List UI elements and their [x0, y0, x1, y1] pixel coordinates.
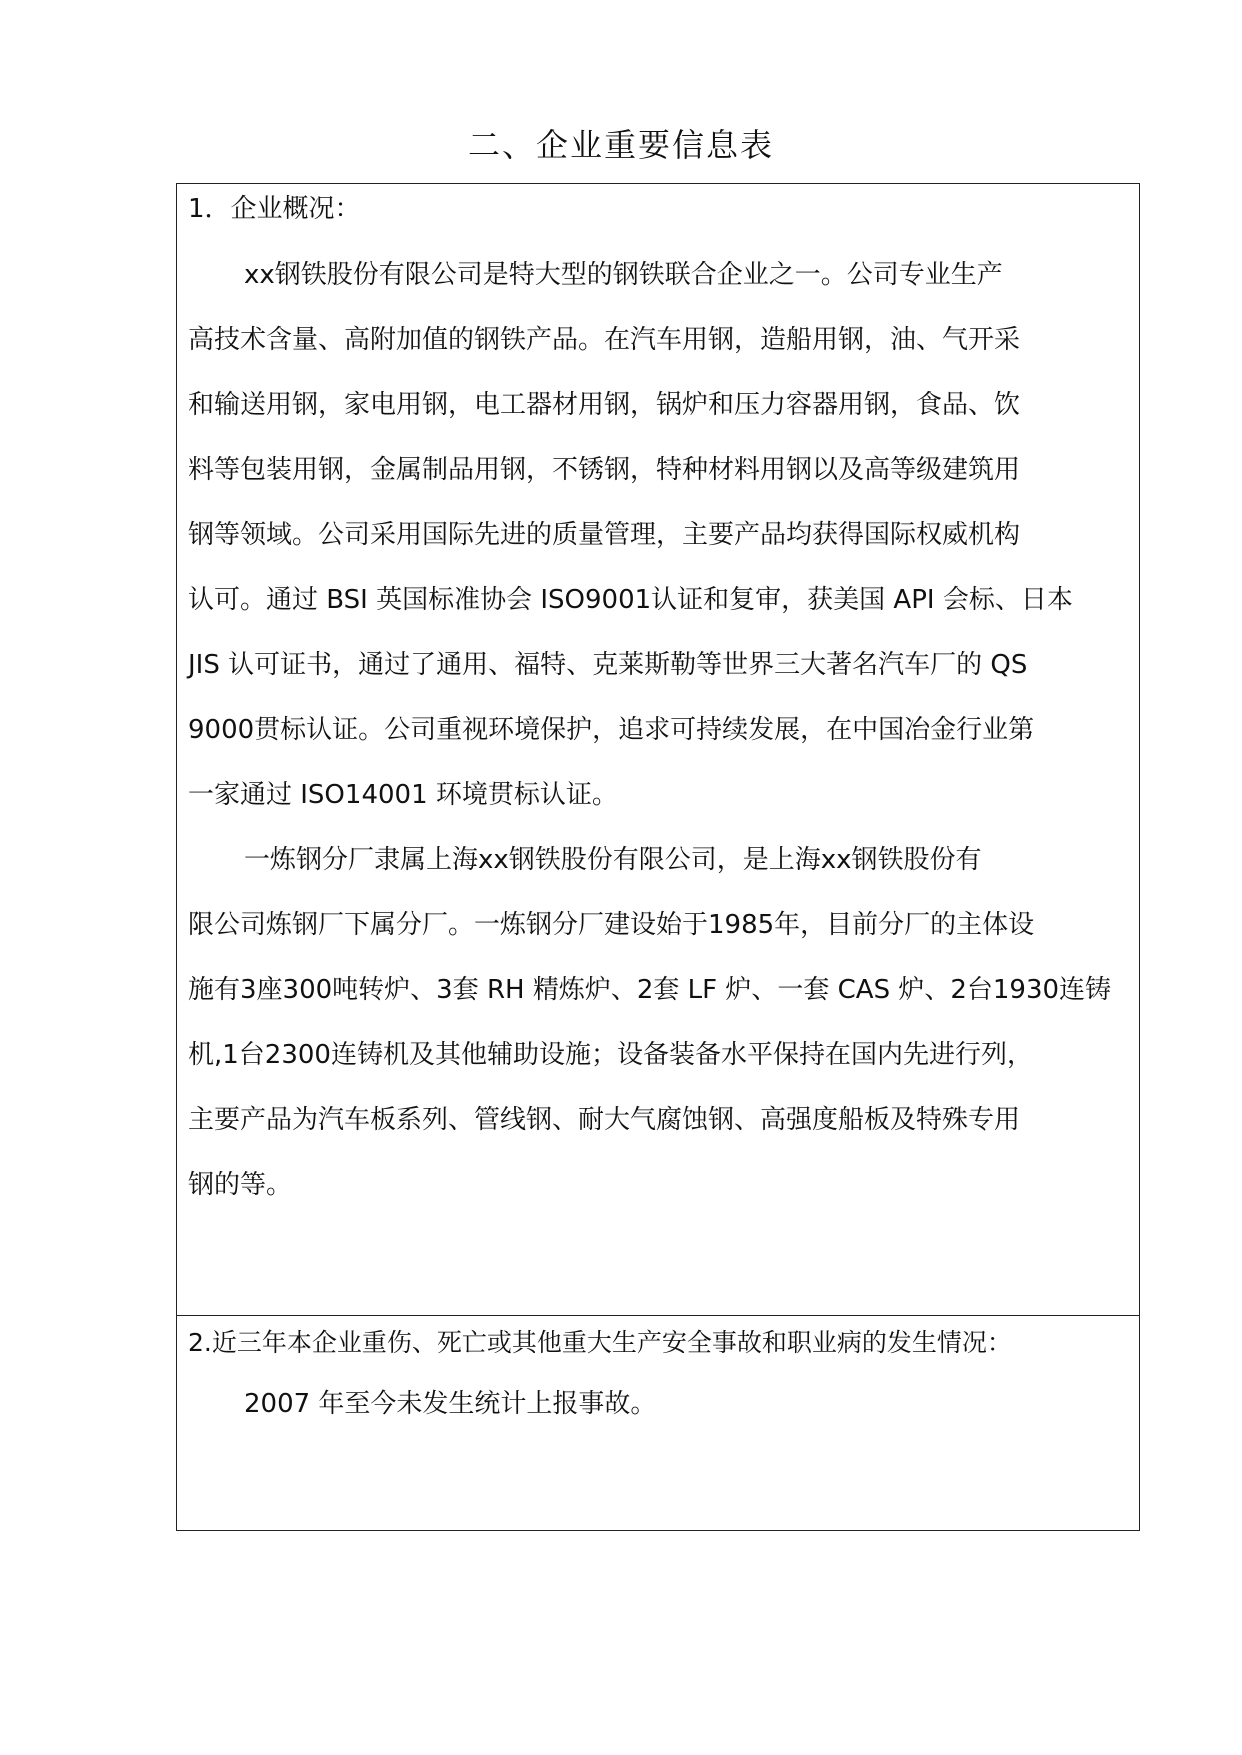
paragraph-line: 认可。通过 BSI 英国标准协会 ISO9001认证和复审，获美国 API 会标、日本 — [188, 585, 1073, 615]
paragraph-line: 一家通过 ISO14001 环境贯标认证。 — [188, 780, 618, 810]
paragraph-line: 高技术含量、高附加值的钢铁产品。在汽车用钢，造船用钢，油、气开采 — [188, 325, 1021, 355]
paragraph-line: 钢的等。 — [188, 1170, 293, 1200]
paragraph-line: 料等包装用钢，金属制品用钢，不锈钢，特种材料用钢以及高等级建筑用 — [188, 455, 1021, 485]
section-overview — [177, 184, 1139, 1316]
paragraph-line: 施有3座300吨转炉、3套 RH 精炼炉、2套 LF 炉、一套 CAS 炉、2台1930连铸 — [188, 975, 1112, 1005]
paragraph-line: 主要产品为汽车板系列、管线钢、耐大气腐蚀钢、高强度船板及特殊专用 — [188, 1105, 1021, 1135]
paragraph-line: 钢等领域。公司采用国际先进的质量管理，主要产品均获得国际权威机构 — [188, 520, 1021, 550]
paragraph-line: 限公司炼钢厂下属分厂。一炼钢分厂建设始于1985年，目前分厂的主体设 — [188, 910, 1035, 940]
section-accidents — [177, 1315, 1139, 1532]
section-overview-heading: 1．企业概况： — [188, 194, 361, 224]
paragraph-line: 一炼钢分厂隶属上海xx钢铁股份有限公司，是上海xx钢铁股份有 — [244, 845, 982, 875]
section-accidents-content: 2007 年至今未发生统计上报事故。 — [244, 1389, 657, 1419]
paragraph-line: JIS 认可证书，通过了通用、福特、克莱斯勒等世界三大著名汽车厂的 QS — [188, 650, 1028, 680]
info-table — [176, 183, 1140, 1531]
page-title: 二、企业重要信息表 — [467, 126, 774, 164]
paragraph-line: xx钢铁股份有限公司是特大型的钢铁联合企业之一。公司专业生产 — [244, 260, 1003, 290]
paragraph-line: 和输送用钢，家电用钢，电工器材用钢，锅炉和压力容器用钢，食品、饮 — [188, 390, 1021, 420]
section-accidents-heading: 2.近三年本企业重伤、死亡或其他重大生产安全事故和职业病的发生情况： — [188, 1328, 1012, 1357]
paragraph-line: 机,1台2300连铸机及其他辅助设施；设备装备水平保持在国内先进行列， — [188, 1040, 1033, 1070]
paragraph-line: 9000贯标认证。公司重视环境保护，追求可持续发展，在中国冶金行业第 — [188, 715, 1035, 745]
